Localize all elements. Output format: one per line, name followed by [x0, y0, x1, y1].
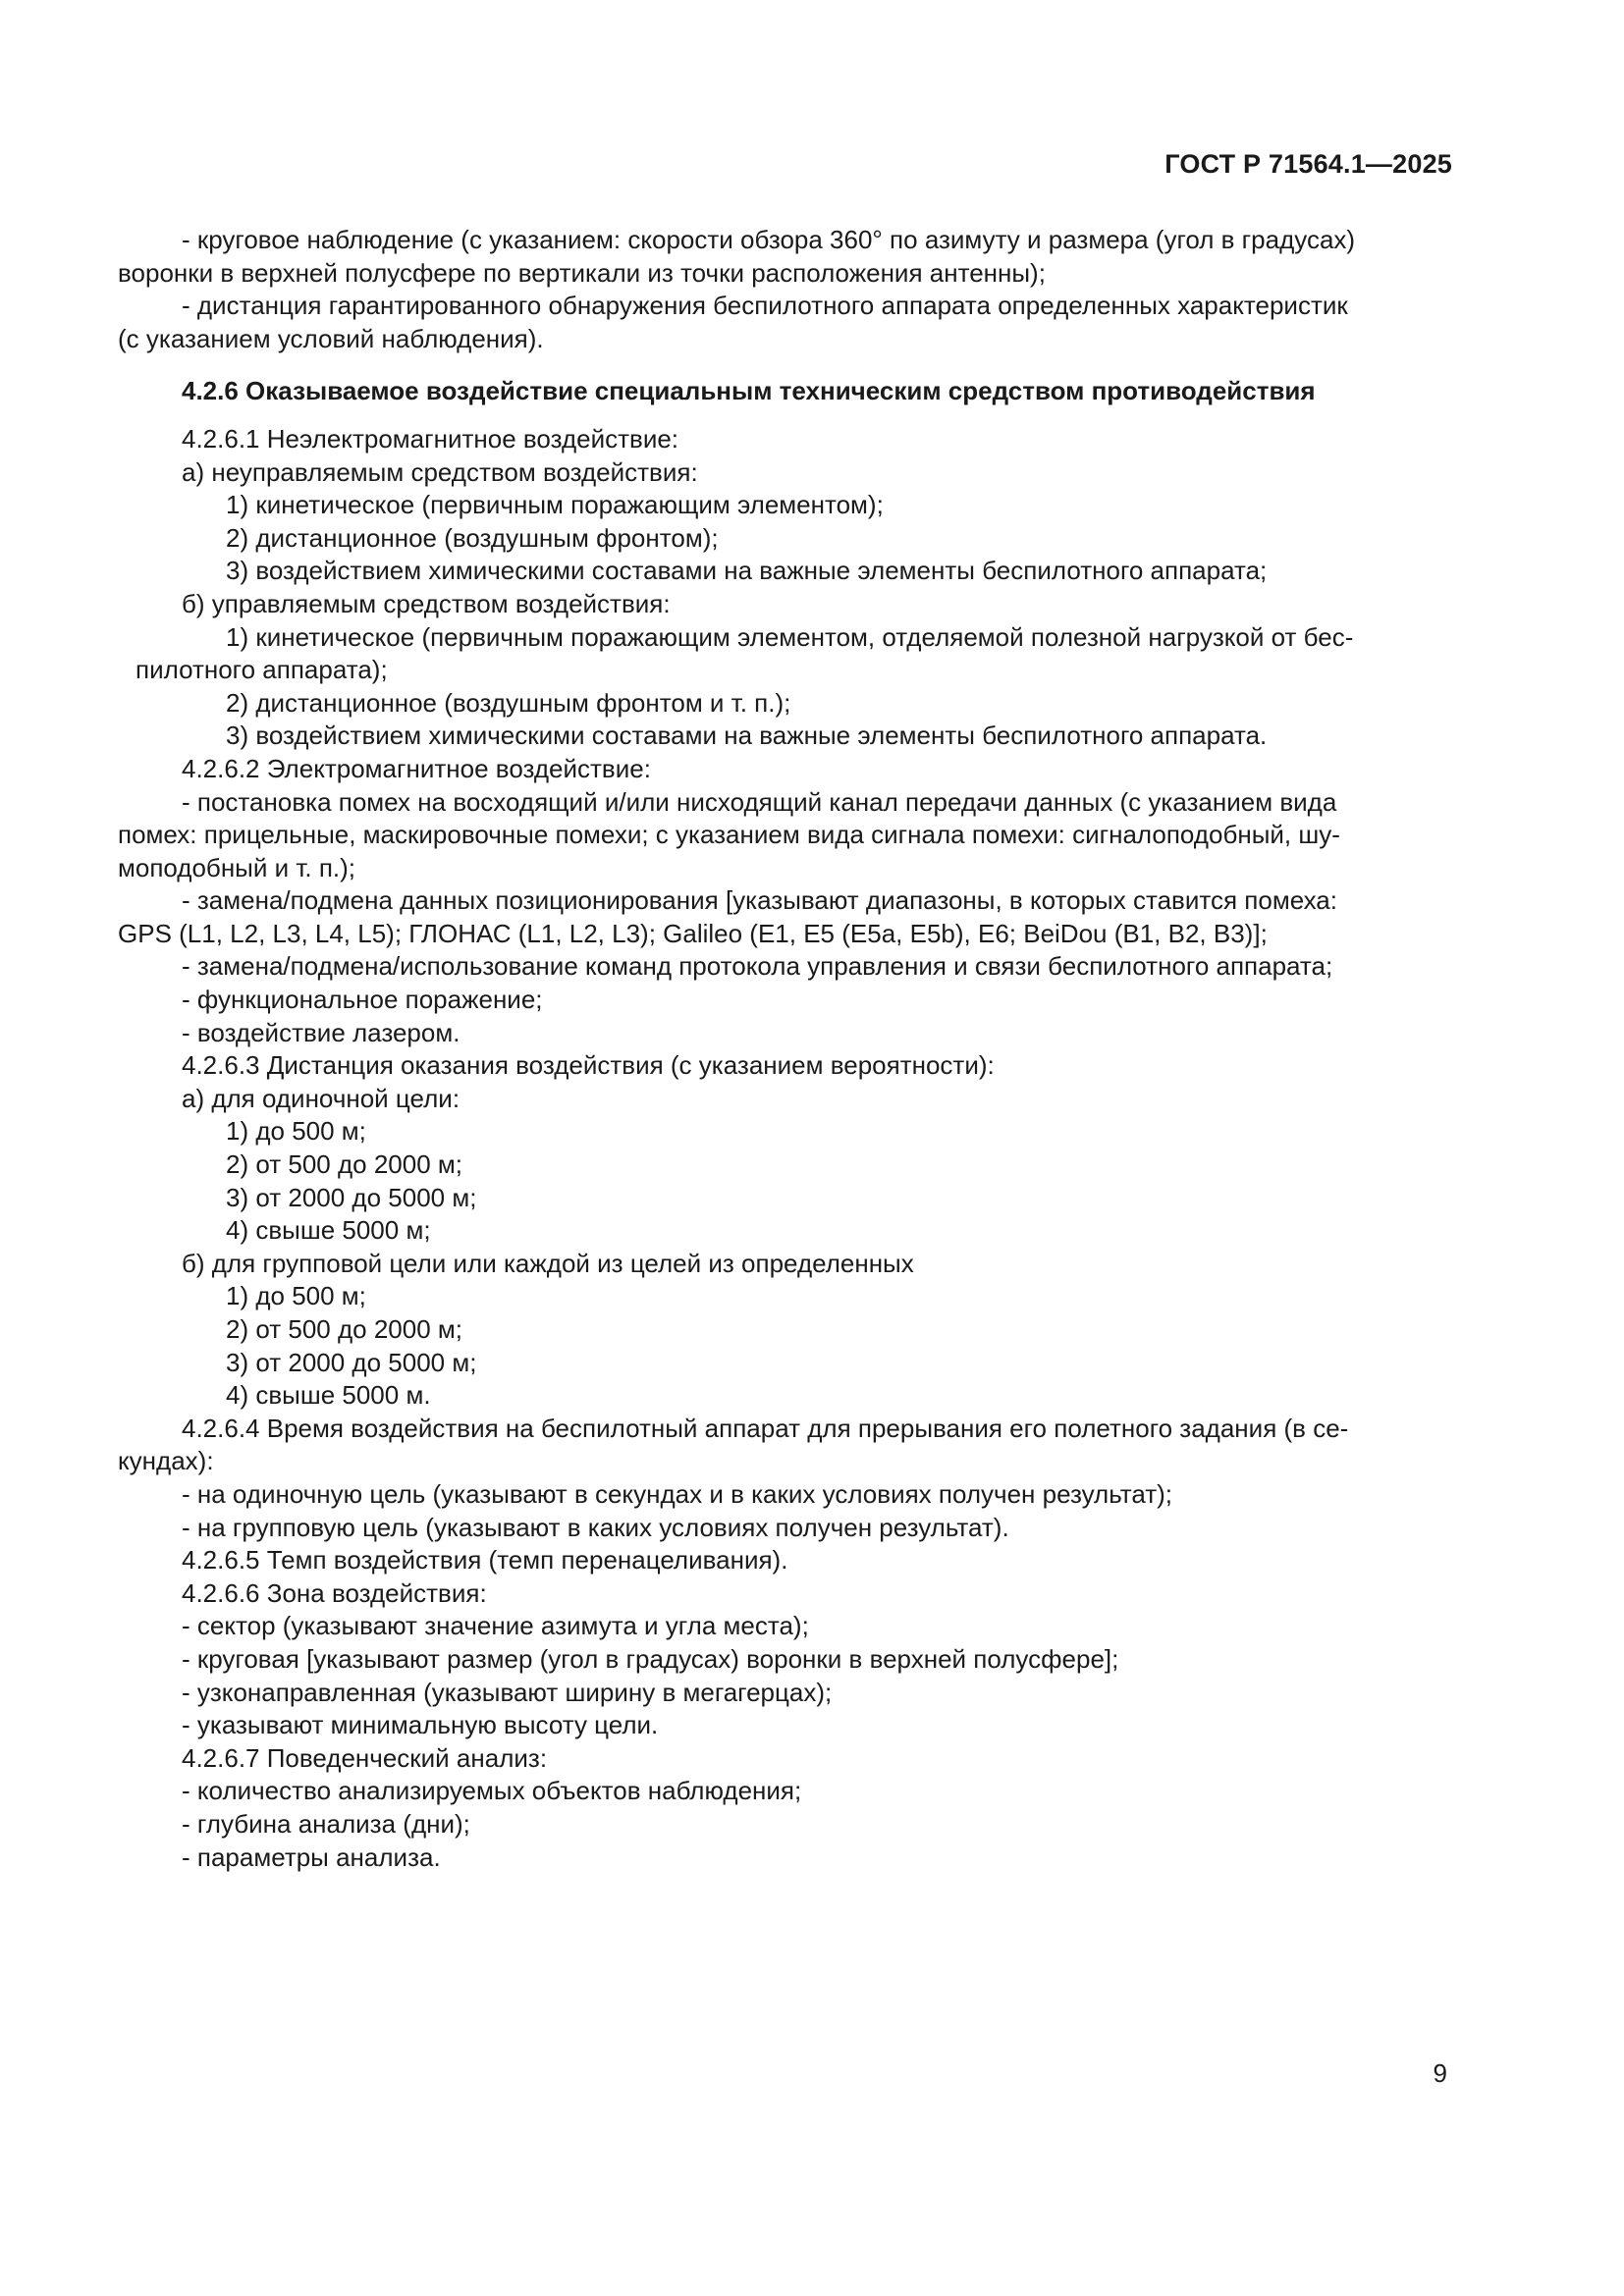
text-line: 4.2.6.6 Зона воздействия:	[182, 1577, 487, 1608]
text-line: - на одиночную цель (указывают в секундах и в каких условиях получен результат);	[182, 1478, 1173, 1509]
text-line: 4.2.6.1 Неэлектромагнитное воздействие:	[182, 423, 679, 454]
text-line: 1) до 500 м;	[226, 1116, 366, 1147]
text-line: GPS (L1, L2, L3, L4, L5); ГЛОНАС (L1, L2, L3); Galileo (E1, E5 (E5a, E5b), E6; BeiDou (B1, B2, B3)];	[118, 918, 1268, 948]
text-line: (с указанием условий наблюдения).	[118, 323, 544, 353]
text-line: - постановка помех на восходящий и/или нисходящий канал передачи данных (с указанием вида	[182, 786, 1337, 817]
text-line: - замена/подмена/использование команд протокола управления и связи беспилотного аппарата;	[182, 951, 1333, 982]
text-line: 2) дистанционное (воздушным фронтом и т. п.);	[226, 687, 791, 718]
text-line: а) для одиночной цели:	[182, 1083, 460, 1113]
text-line: - замена/подмена данных позиционирования [указывают диапазоны, в которых ставится помеха:	[182, 885, 1337, 916]
text-line: 4.2.6.5 Темп воздействия (темп перенацеливания).	[182, 1545, 788, 1575]
text-line: 3) от 2000 до 5000 м;	[226, 1347, 477, 1377]
text-line: 1) до 500 м;	[226, 1281, 366, 1311]
text-line: помех: прицельные, маскировочные помехи; с указанием вида сигнала помехи: сигналоподобный, шу-	[118, 820, 1340, 850]
text-line: - круговое наблюдение (с указанием: скорости обзора 360° по азимуту и размера (угол в градусах)	[182, 225, 1356, 254]
text-line: кундах):	[118, 1446, 214, 1476]
text-line: 1) кинетическое (первичным поражающим элементом, отделяемой полезной нагрузкой от бес-	[226, 621, 1354, 652]
section-heading: 4.2.6 Оказываемое воздействие специальным техническим средством противодействия	[182, 376, 1316, 406]
text-line: - функциональное поражение;	[182, 985, 543, 1015]
text-line: 4.2.6.7 Поведенческий анализ:	[182, 1742, 548, 1773]
text-line: 3) воздействием химическими составами на важные элементы беспилотного аппарата.	[226, 721, 1268, 751]
text-line: - параметры анализа.	[182, 1842, 441, 1872]
text-line: - глубина анализа (дни);	[182, 1808, 470, 1839]
text-line: а) неуправляемым средством воздействия:	[182, 456, 698, 487]
text-line: 4.2.6.3 Дистанция оказания воздействия (с указанием вероятности):	[182, 1050, 995, 1081]
text-line: 4.2.6.4 Время воздействия на беспилотный аппарат для прерывания его полетного задания (в се-	[182, 1413, 1349, 1443]
text-line: - круговая [указывают размер (угол в градусах) воронки в верхней полусфере];	[182, 1643, 1119, 1674]
text-line: - воздействие лазером.	[182, 1017, 460, 1047]
text-line: 4) свыше 5000 м;	[226, 1215, 431, 1246]
text-line: - на групповую цель (указывают в каких условиях получен результат).	[182, 1512, 1009, 1542]
text-line: 3) от 2000 до 5000 м;	[226, 1182, 477, 1212]
text-line: - дистанция гарантированного обнаружения беспилотного аппарата определенных характеристик	[182, 291, 1348, 321]
text-line: моподобный и т. п.);	[118, 852, 356, 882]
text-line: - сектор (указывают значение азимута и угла места);	[182, 1611, 809, 1641]
text-line: б) для групповой цели или каждой из целей из определенных	[182, 1248, 914, 1278]
text-line: 2) от 500 до 2000 м;	[226, 1314, 462, 1344]
text-line: б) управляемым средством воздействия:	[182, 588, 671, 618]
text-line: 2) от 500 до 2000 м;	[226, 1149, 462, 1180]
text-line: - узконаправленная (указывают ширину в мегагерцах);	[182, 1677, 833, 1707]
text-line: 4) свыше 5000 м.	[226, 1380, 431, 1411]
text-line: 3) воздействием химическими составами на важные элементы беспилотного аппарата;	[226, 556, 1268, 586]
text-line: 4.2.6.2 Электромагнитное воздействие:	[182, 753, 651, 783]
text-line: 1) кинетическое (первичным поражающим элементом);	[226, 490, 884, 520]
text-line: пилотного аппарата);	[135, 655, 388, 685]
text-line: - указывают минимальную высоту цели.	[182, 1710, 659, 1740]
document-code-header: ГОСТ Р 71564.1—2025	[1164, 149, 1452, 179]
text-line: - количество анализируемых объектов наблюдения;	[182, 1776, 802, 1806]
text-line: 2) дистанционное (воздушным фронтом);	[226, 522, 719, 553]
page-number: 9	[1433, 2058, 1447, 2088]
page-content	[118, 224, 1449, 1874]
text-line: воронки в верхней полусфере по вертикали из точки расположения антенны);	[118, 257, 1046, 288]
